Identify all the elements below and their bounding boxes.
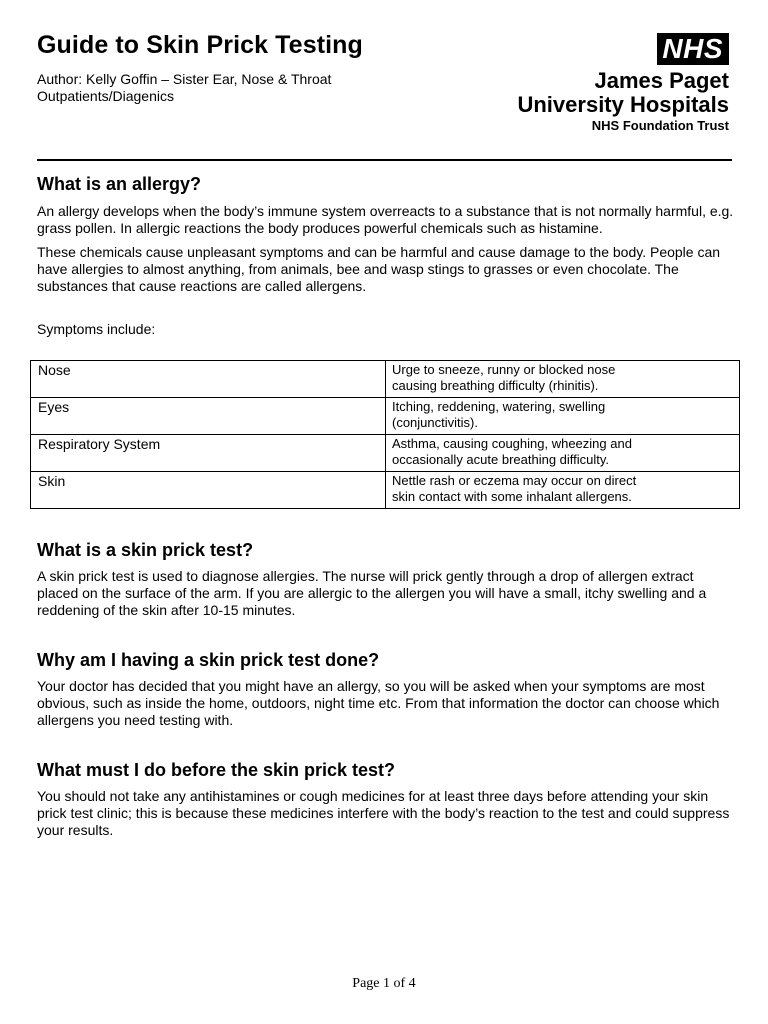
description-line: (conjunctivitis).	[392, 415, 478, 430]
logo-trust-name-line-2: University Hospitals	[517, 92, 729, 117]
heading-skin-prick-test: What is a skin prick test?	[37, 540, 254, 560]
description-line: Asthma, causing coughing, wheezing and	[392, 436, 632, 451]
allergy-paragraph-1: An allergy develops when the body’s immune system overreacts to a substance that is not normally harmful, e.g. grass pollen. In allergic reactions the body produces powerful chemicals such as histamine.	[37, 203, 734, 236]
table-row	[31, 361, 740, 398]
header-divider	[37, 159, 732, 161]
table-cell-area: Eyes	[31, 398, 386, 435]
description-line: Itching, reddening, watering, swelling	[392, 399, 606, 414]
table-cell-area: Nose	[31, 361, 386, 398]
section-before-test	[37, 759, 735, 839]
table-cell-area: Respiratory System	[31, 435, 386, 472]
section-why-test	[37, 649, 735, 729]
heading-what-is-allergy: What is an allergy?	[37, 174, 202, 194]
symptoms-table	[30, 360, 740, 509]
description-line: Nettle rash or eczema may occur on direct	[392, 473, 637, 488]
author-line-1: Author: Kelly Goffin – Sister Ear, Nose & Throat	[37, 71, 332, 87]
page-number: Page 1 of 4	[352, 976, 416, 991]
why-paragraph: Your doctor has decided that you might have an allergy, so you will be asked when your symptoms are most obvious, such as inside the home, outdoors, night time etc. From that information the doctor can choose which allergens you need testing with.	[37, 678, 720, 728]
table-cell-area: Skin	[31, 472, 386, 509]
symptoms-table-wrapper	[30, 360, 740, 509]
nhs-logo-badge: NHS	[657, 33, 729, 65]
section-what-is-allergy	[37, 173, 735, 338]
skin-prick-paragraph: A skin prick test is used to diagnose allergies. The nurse will prick gently through a drop of allergen extract placed on the surface of the arm. If you are allergic to the allergen you will have a small, itchy swelling and a reddening of the skin after 10-15 minutes.	[37, 568, 707, 618]
section-skin-prick-test	[37, 539, 735, 619]
table-row	[31, 435, 740, 472]
description-line: occasionally acute breathing difficulty.	[392, 452, 610, 467]
allergy-paragraph-2: These chemicals cause unpleasant symptoms and can be harmful and cause damage to the body. People can have allergies to almost anything, from animals, bee and wasp stings to grasses or even chocolate. The substances that cause reactions are called allergens.	[37, 244, 721, 294]
document-header	[37, 0, 732, 152]
author-line-2: Outpatients/Diagenics	[37, 88, 174, 104]
nhs-trust-logo	[492, 33, 732, 135]
heading-before-test: What must I do before the skin prick test?	[37, 760, 396, 780]
table-cell-description	[386, 472, 740, 509]
logo-trust-name-line-1: James Paget	[594, 68, 729, 93]
table-cell-description	[386, 398, 740, 435]
description-line: skin contact with some inhalant allergens.	[392, 489, 632, 504]
table-row	[31, 472, 740, 509]
table-row	[31, 398, 740, 435]
description-line: Urge to sneeze, runny or blocked nose	[392, 362, 616, 377]
description-line: causing breathing difficulty (rhinitis).	[392, 378, 599, 393]
table-cell-description	[386, 435, 740, 472]
logo-foundation-trust: NHS Foundation Trust	[591, 118, 729, 133]
before-paragraph: You should not take any antihistamines or cough medicines for at least three days before attending your skin prick test clinic; this is because these medicines interfere with the body’s reaction to the test and could suppress your results.	[37, 788, 730, 838]
author-info	[37, 71, 397, 105]
heading-why-test: Why am I having a skin prick test done?	[37, 650, 380, 670]
document-title: Guide to Skin Prick Testing	[37, 31, 363, 59]
symptoms-intro: Symptoms include:	[37, 321, 156, 337]
table-cell-description	[386, 361, 740, 398]
